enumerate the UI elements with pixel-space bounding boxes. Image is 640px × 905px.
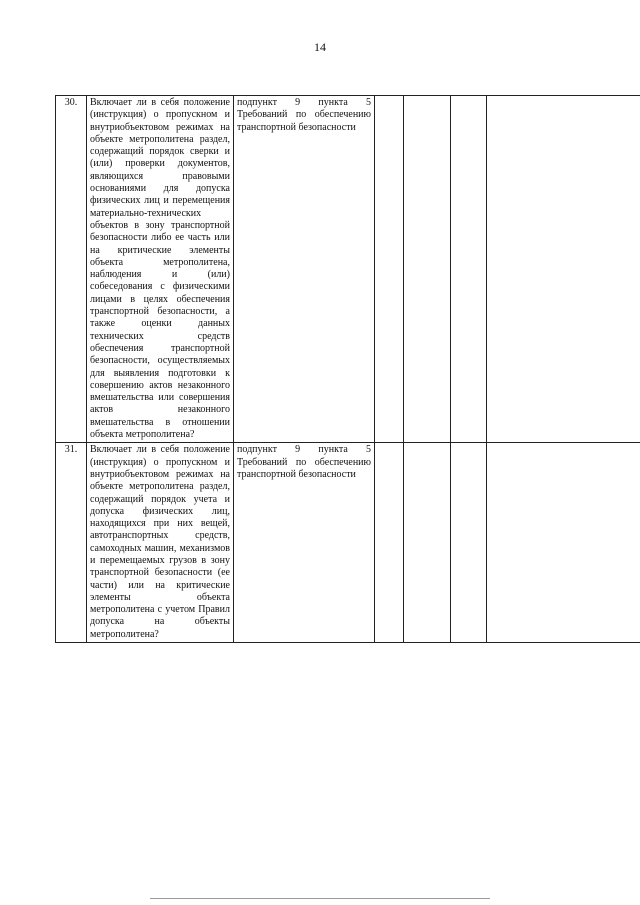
row-number: 31. — [56, 443, 87, 643]
page-bottom-divider — [150, 898, 490, 899]
answer-cell-na — [451, 96, 487, 443]
answer-cell-yes — [375, 443, 404, 643]
answer-cell-no — [404, 96, 451, 443]
table-row — [56, 443, 640, 643]
question-text: Включает ли в себя положение (инструкция) о пропускном и внутриобъектовом режимах на объекте метрополитена раздел, содержащий порядок сверки и (или) проверки документов, являющихся правовыми основаниями для допуска физических лиц и перемещения материально-технических объектов в зону транспортной безопасности либо ее часть или на критические элементы объекта метрополитена, наблюдения и (или) собеседования с физическими лицами в целях обеспечения транспортной безопасности, а также оценки данных технических средств обеспечения транспортной безопасности, осуществляемых для выявления подготовки к совершению актов незаконного вмешательства или совершения актов незаконного вмешательства в отношении объекта метрополитена? — [87, 96, 234, 443]
notes-cell — [487, 96, 640, 443]
legal-reference: подпункт 9 пункта 5 Требований по обеспечению транспортной безопасности — [234, 443, 375, 643]
page-number: 14 — [314, 40, 326, 54]
question-text: Включает ли в себя положение (инструкция) о пропускном и внутриобъектовом режимах на объекте метрополитена раздел, содержащий порядок учета и допуска физических лиц, находящихся при них вещей, автотранспортных средств, самоходных машин, механизмов и перемещаемых грузов в зону транспортной безопасности (ее части) или на критические элементы объекта метрополитена с учетом Правил допуска на объекты метрополитена? — [87, 443, 234, 643]
legal-reference: подпункт 9 пункта 5 Требований по обеспечению транспортной безопасности — [234, 96, 375, 443]
answer-cell-yes — [375, 96, 404, 443]
table-row — [56, 96, 640, 443]
row-number: 30. — [56, 96, 87, 443]
checklist-table — [55, 95, 640, 643]
answer-cell-na — [451, 443, 487, 643]
notes-cell — [487, 443, 640, 643]
answer-cell-no — [404, 443, 451, 643]
